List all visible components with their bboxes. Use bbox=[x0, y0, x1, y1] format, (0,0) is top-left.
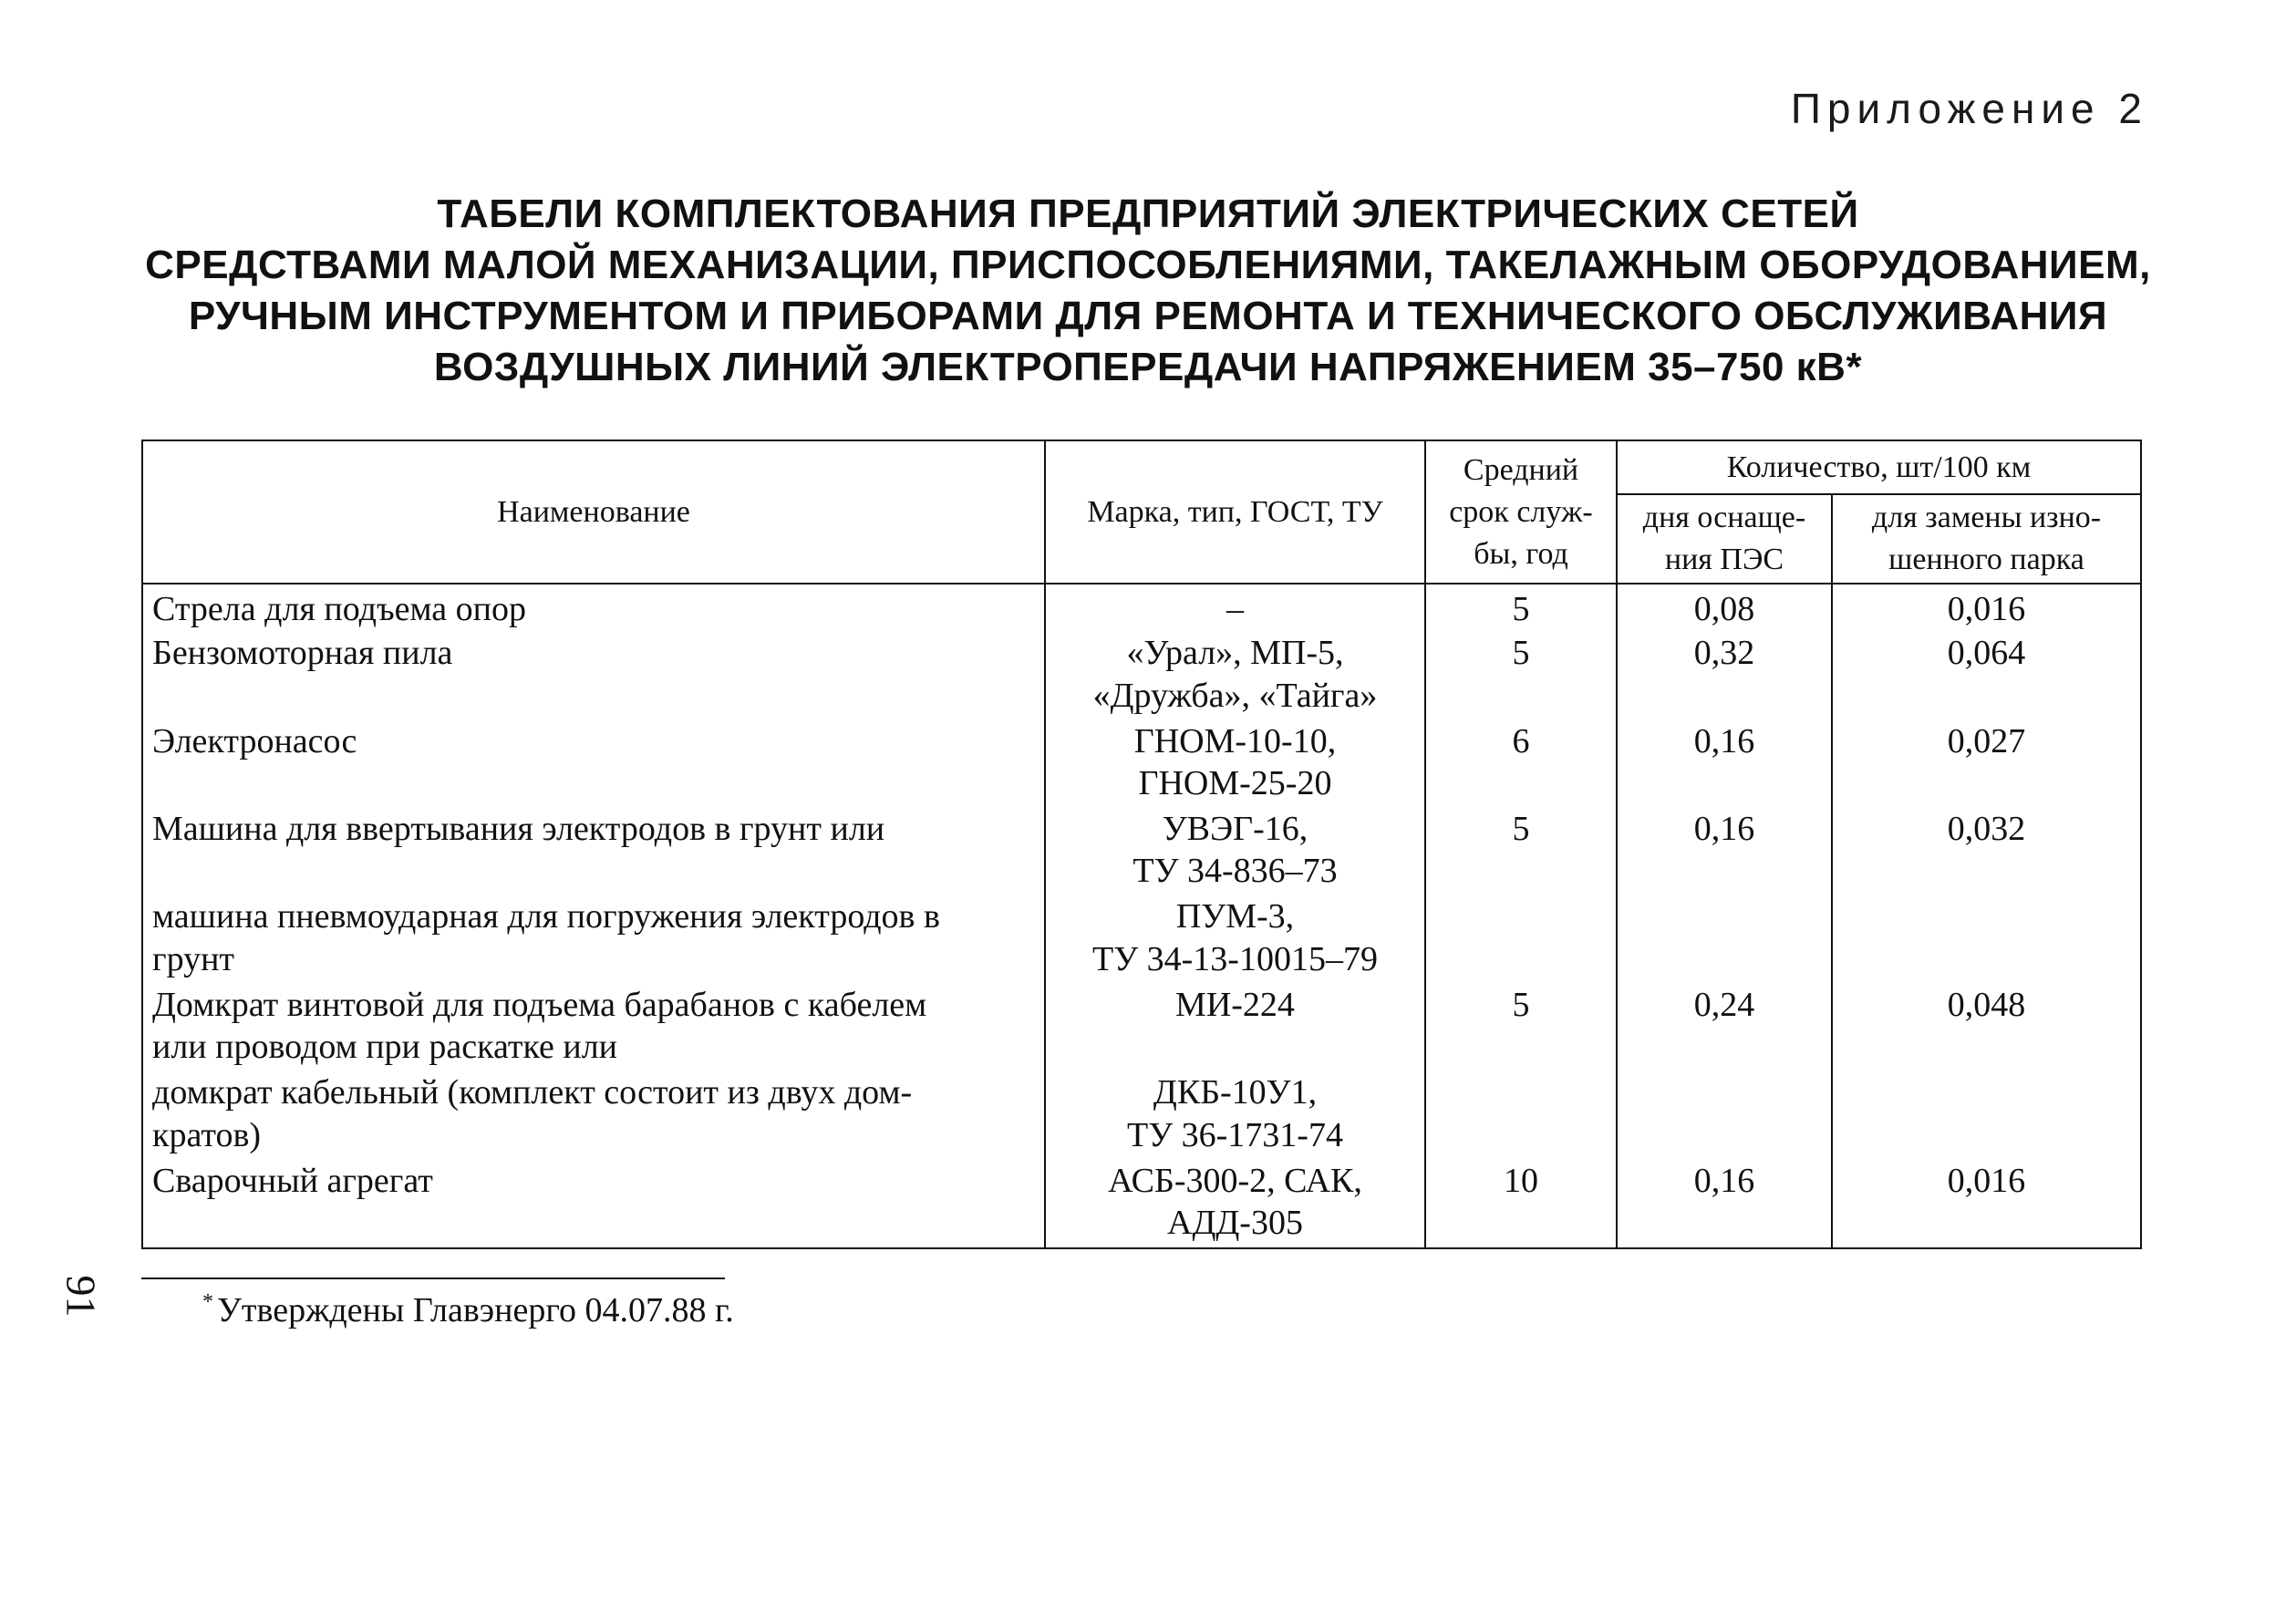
cell-equip-qty: 0,32 bbox=[1617, 632, 1832, 719]
header-service-life-line: срок служ- bbox=[1449, 494, 1593, 529]
header-equip-line: ния ПЭС bbox=[1664, 543, 1784, 576]
cell-brand-line: АДД-305 bbox=[1167, 1204, 1303, 1243]
cell-brand-line: ГНОМ-25-20 bbox=[1138, 764, 1332, 803]
cell-name bbox=[142, 588, 1045, 632]
header-service-life-line: бы, год bbox=[1474, 536, 1568, 571]
cell-replace-qty: 0,064 bbox=[1832, 632, 2141, 719]
title-line: СРЕДСТВАМИ МАЛОЙ МЕХАНИЗАЦИИ, ПРИСПОСОБЛЕНИЯМИ, ТАКЕЛАЖНЫМ ОБОРУДОВАНИЕМ, bbox=[145, 243, 2151, 287]
cell-name-line: машина пневмоударная для погружения электродов в bbox=[152, 897, 940, 936]
cell-brand bbox=[1045, 588, 1425, 632]
header-equip-line: дня оснаще- bbox=[1642, 501, 1806, 534]
footnote-divider bbox=[141, 1277, 725, 1279]
cell-replace-qty: 0,027 bbox=[1832, 720, 2141, 808]
cell-replace-qty: 0,016 bbox=[1832, 1160, 2141, 1248]
cell-service-life: 5 bbox=[1425, 588, 1617, 632]
header-quantity: Количество, шт/100 км bbox=[1617, 440, 2141, 494]
cell-name bbox=[142, 632, 1045, 719]
cell-brand bbox=[1045, 720, 1425, 808]
cell-replace-qty: 0,048 bbox=[1832, 984, 2141, 1071]
cell-name-line: Домкрат винтовой для подъема барабанов с кабелем bbox=[152, 985, 927, 1024]
table-row bbox=[142, 720, 2141, 808]
cell-brand bbox=[1045, 1160, 1425, 1248]
cell-brand bbox=[1045, 1071, 1425, 1159]
table-row bbox=[142, 1071, 2141, 1159]
cell-brand-line: ТУ 36-1731-74 bbox=[1127, 1115, 1343, 1154]
cell-brand-line: МИ-224 bbox=[1175, 985, 1295, 1024]
cell-name-line: или проводом при раскатке или bbox=[152, 1028, 618, 1067]
cell-brand-line: УВЭГ-16, bbox=[1162, 809, 1308, 848]
cell-name bbox=[142, 984, 1045, 1071]
cell-name bbox=[142, 1071, 1045, 1159]
cell-brand-line: ТУ 34-13-10015–79 bbox=[1092, 939, 1378, 978]
cell-replace-qty bbox=[1832, 1071, 2141, 1159]
cell-name bbox=[142, 808, 1045, 895]
footnote bbox=[202, 1290, 734, 1330]
cell-service-life bbox=[1425, 895, 1617, 983]
cell-name-line: Электронасос bbox=[152, 721, 357, 760]
cell-name bbox=[142, 720, 1045, 808]
cell-name bbox=[142, 895, 1045, 983]
footnote-text: Утверждены Главэнерго 04.07.88 г. bbox=[217, 1291, 734, 1329]
table-row bbox=[142, 984, 2141, 1071]
cell-service-life: 5 bbox=[1425, 808, 1617, 895]
header-replace-line: для замены изно- bbox=[1871, 501, 2102, 534]
cell-replace-qty: 0,016 bbox=[1832, 588, 2141, 632]
cell-brand bbox=[1045, 808, 1425, 895]
header-replace-line: шенного парка bbox=[1888, 543, 2084, 576]
table-row bbox=[142, 808, 2141, 895]
table-row bbox=[142, 895, 2141, 983]
document-title bbox=[137, 189, 2159, 393]
footnote-mark: * bbox=[202, 1290, 213, 1314]
table-row bbox=[142, 632, 2141, 719]
cell-name-line: Машина для ввертывания электродов в грунт или bbox=[152, 809, 885, 848]
cell-equip-qty: 0,16 bbox=[1617, 720, 1832, 808]
cell-replace-qty bbox=[1832, 895, 2141, 983]
table-row bbox=[142, 1160, 2141, 1248]
header-service-life bbox=[1425, 440, 1617, 584]
cell-service-life bbox=[1425, 1071, 1617, 1159]
table-row bbox=[142, 588, 2141, 632]
cell-service-life: 6 bbox=[1425, 720, 1617, 808]
cell-brand-line: АСБ-300-2, САК, bbox=[1108, 1161, 1362, 1200]
cell-name-line: Стрела для подъема опор bbox=[152, 590, 526, 628]
cell-equip-qty bbox=[1617, 895, 1832, 983]
header-brand: Марка, тип, ГОСТ, ТУ bbox=[1045, 440, 1425, 584]
cell-brand-line: ГНОМ-10-10, bbox=[1133, 721, 1337, 760]
cell-equip-qty bbox=[1617, 1071, 1832, 1159]
header-name: Наименование bbox=[142, 440, 1045, 584]
cell-equip-qty: 0,24 bbox=[1617, 984, 1832, 1071]
table-header bbox=[142, 440, 2141, 584]
title-line: ТАБЕЛИ КОМПЛЕКТОВАНИЯ ПРЕДПРИЯТИЙ ЭЛЕКТРИЧЕСКИХ СЕТЕЙ bbox=[437, 191, 1859, 236]
page-number: 91 bbox=[57, 1275, 105, 1318]
cell-name-line: грунт bbox=[152, 939, 235, 978]
cell-service-life: 5 bbox=[1425, 632, 1617, 719]
cell-replace-qty: 0,032 bbox=[1832, 808, 2141, 895]
appendix-label: Приложение 2 bbox=[1790, 85, 2148, 132]
cell-brand-line: «Урал», МП-5, bbox=[1126, 634, 1344, 673]
header-service-life-line: Средний bbox=[1463, 452, 1579, 487]
cell-brand-line: «Дружба», «Тайга» bbox=[1092, 676, 1378, 715]
cell-brand-line: ТУ 34-836–73 bbox=[1132, 852, 1338, 891]
cell-brand bbox=[1045, 632, 1425, 719]
cell-equip-qty: 0,16 bbox=[1617, 1160, 1832, 1248]
table-body bbox=[142, 584, 2141, 1248]
cell-brand bbox=[1045, 984, 1425, 1071]
header-replace bbox=[1832, 494, 2141, 584]
cell-name-line: домкрат кабельный (комплект состоит из двух дом- bbox=[152, 1073, 913, 1112]
cell-brand-line: ПУМ-3, bbox=[1175, 897, 1295, 936]
cell-brand-line: – bbox=[1226, 590, 1244, 628]
cell-name-line: Бензомоторная пила bbox=[152, 634, 453, 673]
cell-equip-qty: 0,16 bbox=[1617, 808, 1832, 895]
cell-service-life: 10 bbox=[1425, 1160, 1617, 1248]
equipment-table bbox=[141, 440, 2142, 1249]
cell-equip-qty: 0,08 bbox=[1617, 588, 1832, 632]
cell-brand-line: ДКБ-10У1, bbox=[1153, 1073, 1318, 1112]
cell-name bbox=[142, 1160, 1045, 1248]
cell-name-line: кратов) bbox=[152, 1115, 262, 1154]
cell-brand bbox=[1045, 895, 1425, 983]
cell-service-life: 5 bbox=[1425, 984, 1617, 1071]
title-line: ВОЗДУШНЫХ ЛИНИЙ ЭЛЕКТРОПЕРЕДАЧИ НАПРЯЖЕНИЕМ 35–750 кВ* bbox=[433, 345, 1863, 389]
cell-name-line: Сварочный агрегат bbox=[152, 1161, 433, 1200]
header-equip bbox=[1617, 494, 1832, 584]
title-line: РУЧНЫМ ИНСТРУМЕНТОМ И ПРИБОРАМИ ДЛЯ РЕМОНТА И ТЕХНИЧЕСКОГО ОБСЛУЖИВАНИЯ bbox=[188, 294, 2108, 338]
